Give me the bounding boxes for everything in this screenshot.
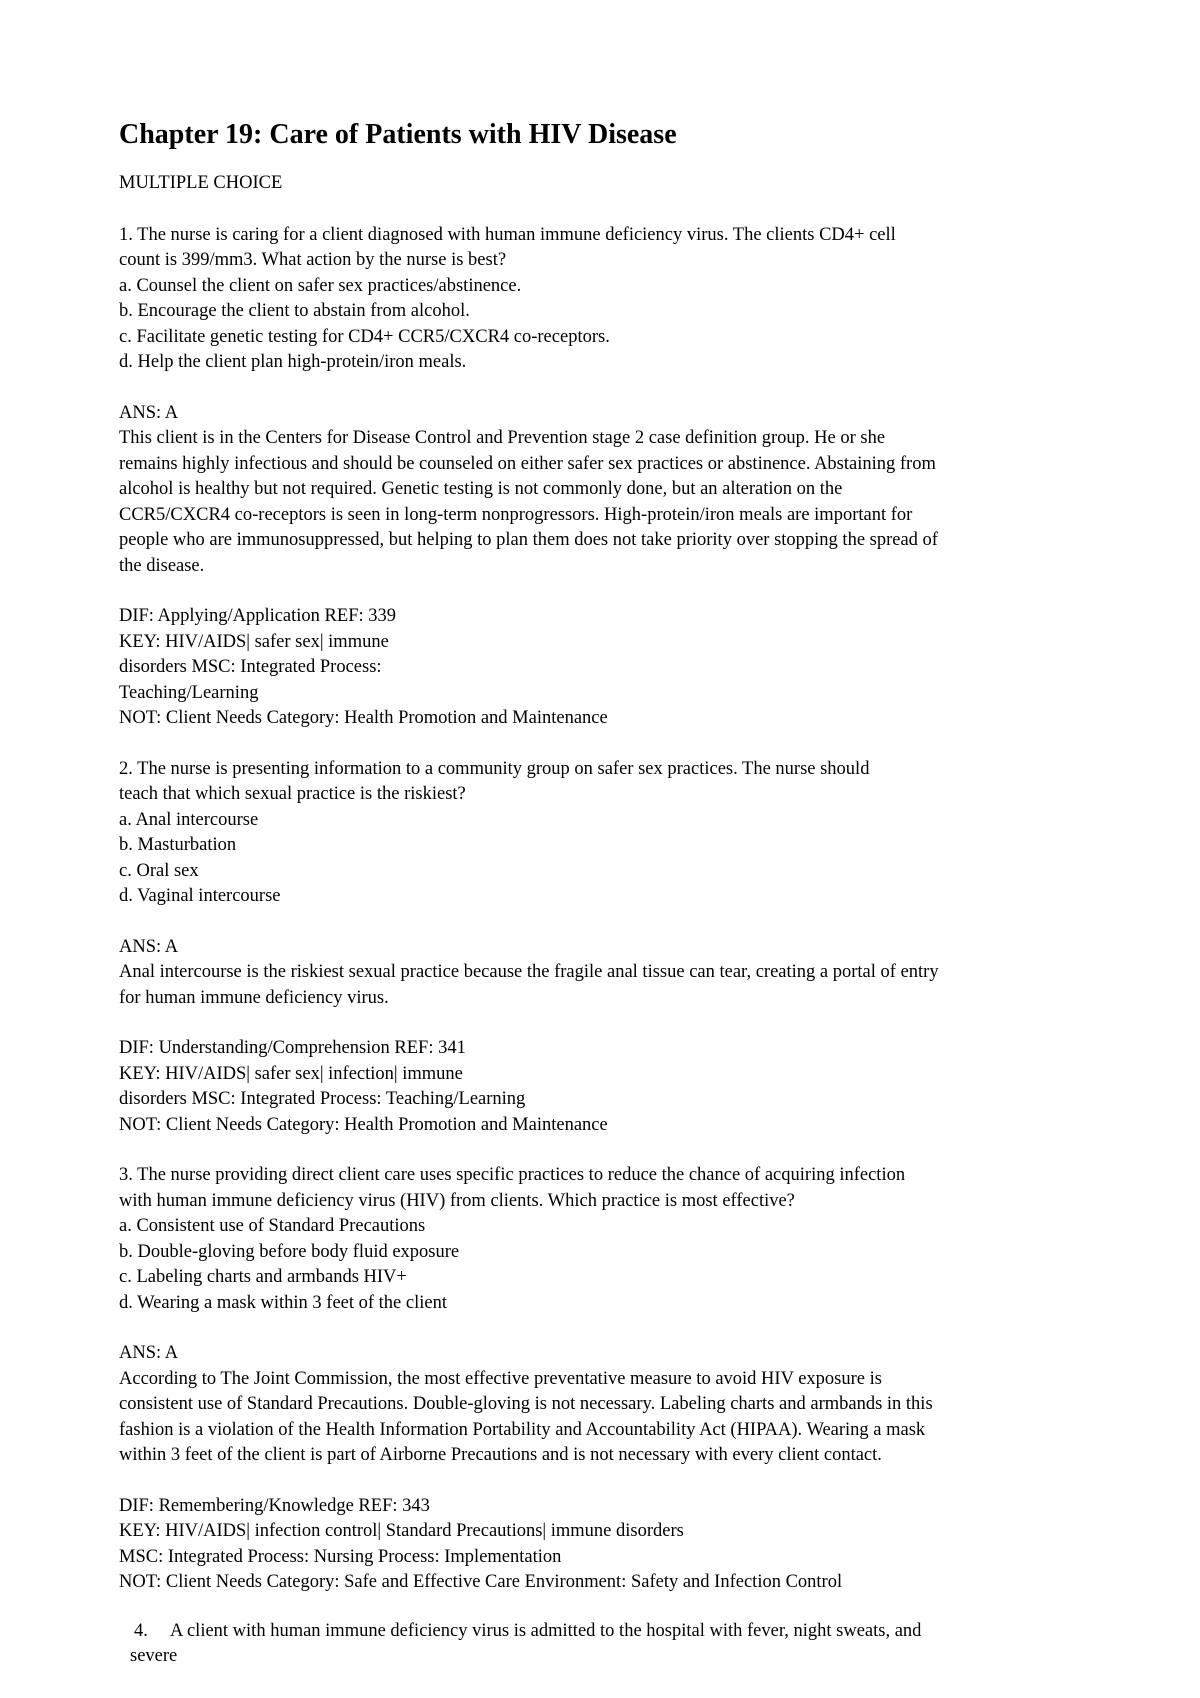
question-stem-line: 1. The nurse is caring for a client diagnosed with human immune deficiency virus. The clients CD4+ cell — [119, 224, 896, 245]
answer-option-a: a. Consistent use of Standard Precautions — [119, 1216, 426, 1236]
answer-option-c: c. Facilitate genetic testing for CD4+ CCR5/CXCR4 co-receptors. — [119, 326, 610, 347]
answer-block — [119, 401, 1120, 580]
question-metadata — [119, 1494, 1120, 1596]
answer-option-b: b. Double-gloving before body fluid exposure — [119, 1241, 460, 1262]
answer-key: ANS: A — [119, 936, 179, 957]
section-heading: MULTIPLE CHOICE — [119, 173, 283, 193]
question-2 — [119, 757, 1120, 1139]
rationale-line: for human immune deficiency virus. — [119, 987, 389, 1008]
rationale-line: CCR5/CXCR4 co-receptors is seen in long-term nonprogressors. High-protein/iron meals are important for — [119, 504, 913, 525]
answer-option-d: d. Vaginal intercourse — [119, 886, 281, 906]
question-stem-line: severe — [130, 1646, 178, 1666]
question-number: 4. — [134, 1620, 148, 1641]
question-stem-line: 2. The nurse is presenting information to a community group on safer sex practices. The nurse should — [119, 758, 870, 779]
question-stem-line: teach that which sexual practice is the riskiest? — [119, 784, 466, 804]
rationale-line: fashion is a violation of the Health Information Portability and Accountability Act (HIPAA). Wearing a mask — [119, 1419, 926, 1440]
rationale-line: people who are immunosuppressed, but helping to plan them does not take priority over stopping the spread of — [119, 530, 938, 550]
question-stem-line: 3. The nurse providing direct client care uses specific practices to reduce the chance of acquiring infection — [119, 1165, 906, 1185]
rationale-line: consistent use of Standard Precautions. Double-gloving is not necessary. Labeling charts and armbands in this — [119, 1394, 933, 1414]
rationale-line: within 3 feet of the client is part of Airborne Precautions and is not necessary with every client contact. — [119, 1445, 882, 1465]
difficulty-reference: DIF: Remembering/Knowledge REF: 343 — [119, 1495, 430, 1516]
keywords: KEY: HIV/AIDS| safer sex| immune — [119, 631, 389, 652]
rationale-line: According to The Joint Commission, the most effective preventative measure to avoid HIV exposure is — [119, 1368, 882, 1389]
question-3 — [119, 1163, 1120, 1596]
question-stem-line: with human immune deficiency virus (HIV) from clients. Which practice is most effective? — [119, 1190, 795, 1211]
rationale-line: the disease. — [119, 555, 205, 576]
difficulty-reference: DIF: Applying/Application REF: 339 — [119, 606, 396, 626]
keywords: KEY: HIV/AIDS| infection control| Standard Precautions| immune disorders — [119, 1521, 684, 1541]
rationale-line: remains highly infectious and should be counseled on either safer sex practices or abstinence. Abstaining from — [119, 453, 936, 474]
rationale-line: This client is in the Centers for Disease Control and Prevention stage 2 case definition group. He or she — [119, 428, 886, 448]
question-4 — [119, 1619, 1120, 1670]
page-title: Chapter 19: Care of Patients with HIV Disease — [119, 119, 677, 150]
answer-option-b: b. Masturbation — [119, 835, 237, 855]
question-stem-line — [130, 1619, 1120, 1645]
msc-line: MSC: Integrated Process: Nursing Process: Implementation — [119, 1546, 562, 1567]
answer-option-d: d. Wearing a mask within 3 feet of the client — [119, 1292, 447, 1313]
client-needs-category: NOT: Client Needs Category: Safe and Effective Care Environment: Safety and Infection Control — [119, 1572, 843, 1592]
answer-block — [119, 935, 1120, 1012]
answer-option-c: c. Oral sex — [119, 860, 199, 881]
answer-option-a: a. Anal intercourse — [119, 809, 259, 830]
rationale-line: Anal intercourse is the riskiest sexual practice because the fragile anal tissue can tear, creating a portal of entry — [119, 962, 939, 982]
msc-line: Teaching/Learning — [119, 682, 259, 703]
answer-option-d: d. Help the client plan high-protein/iron meals. — [119, 352, 467, 372]
question-1 — [119, 223, 1120, 732]
answer-key: ANS: A — [119, 402, 179, 423]
msc-line: disorders MSC: Integrated Process: — [119, 657, 382, 677]
client-needs-category: NOT: Client Needs Category: Health Promotion and Maintenance — [119, 1114, 608, 1135]
question-stem-line: count is 399/mm3. What action by the nurse is best? — [119, 250, 507, 270]
rationale-line: alcohol is healthy but not required. Genetic testing is not commonly done, but an alteration on the — [119, 479, 843, 499]
client-needs-category: NOT: Client Needs Category: Health Promotion and Maintenance — [119, 708, 608, 728]
answer-option-a: a. Counsel the client on safer sex practices/abstinence. — [119, 275, 522, 296]
answer-key: ANS: A — [119, 1343, 179, 1363]
question-text: A client with human immune deficiency virus is admitted to the hospital with fever, night sweats, and — [170, 1620, 922, 1641]
answer-block — [119, 1341, 1120, 1469]
answer-option-c: c. Labeling charts and armbands HIV+ — [119, 1267, 407, 1287]
msc-line: disorders MSC: Integrated Process: Teaching/Learning — [119, 1089, 526, 1109]
question-metadata — [119, 604, 1120, 732]
answer-option-b: b. Encourage the client to abstain from alcohol. — [119, 301, 470, 321]
keywords: KEY: HIV/AIDS| safer sex| infection| immune — [119, 1063, 463, 1084]
difficulty-reference: DIF: Understanding/Comprehension REF: 341 — [119, 1038, 466, 1058]
question-metadata — [119, 1036, 1120, 1138]
